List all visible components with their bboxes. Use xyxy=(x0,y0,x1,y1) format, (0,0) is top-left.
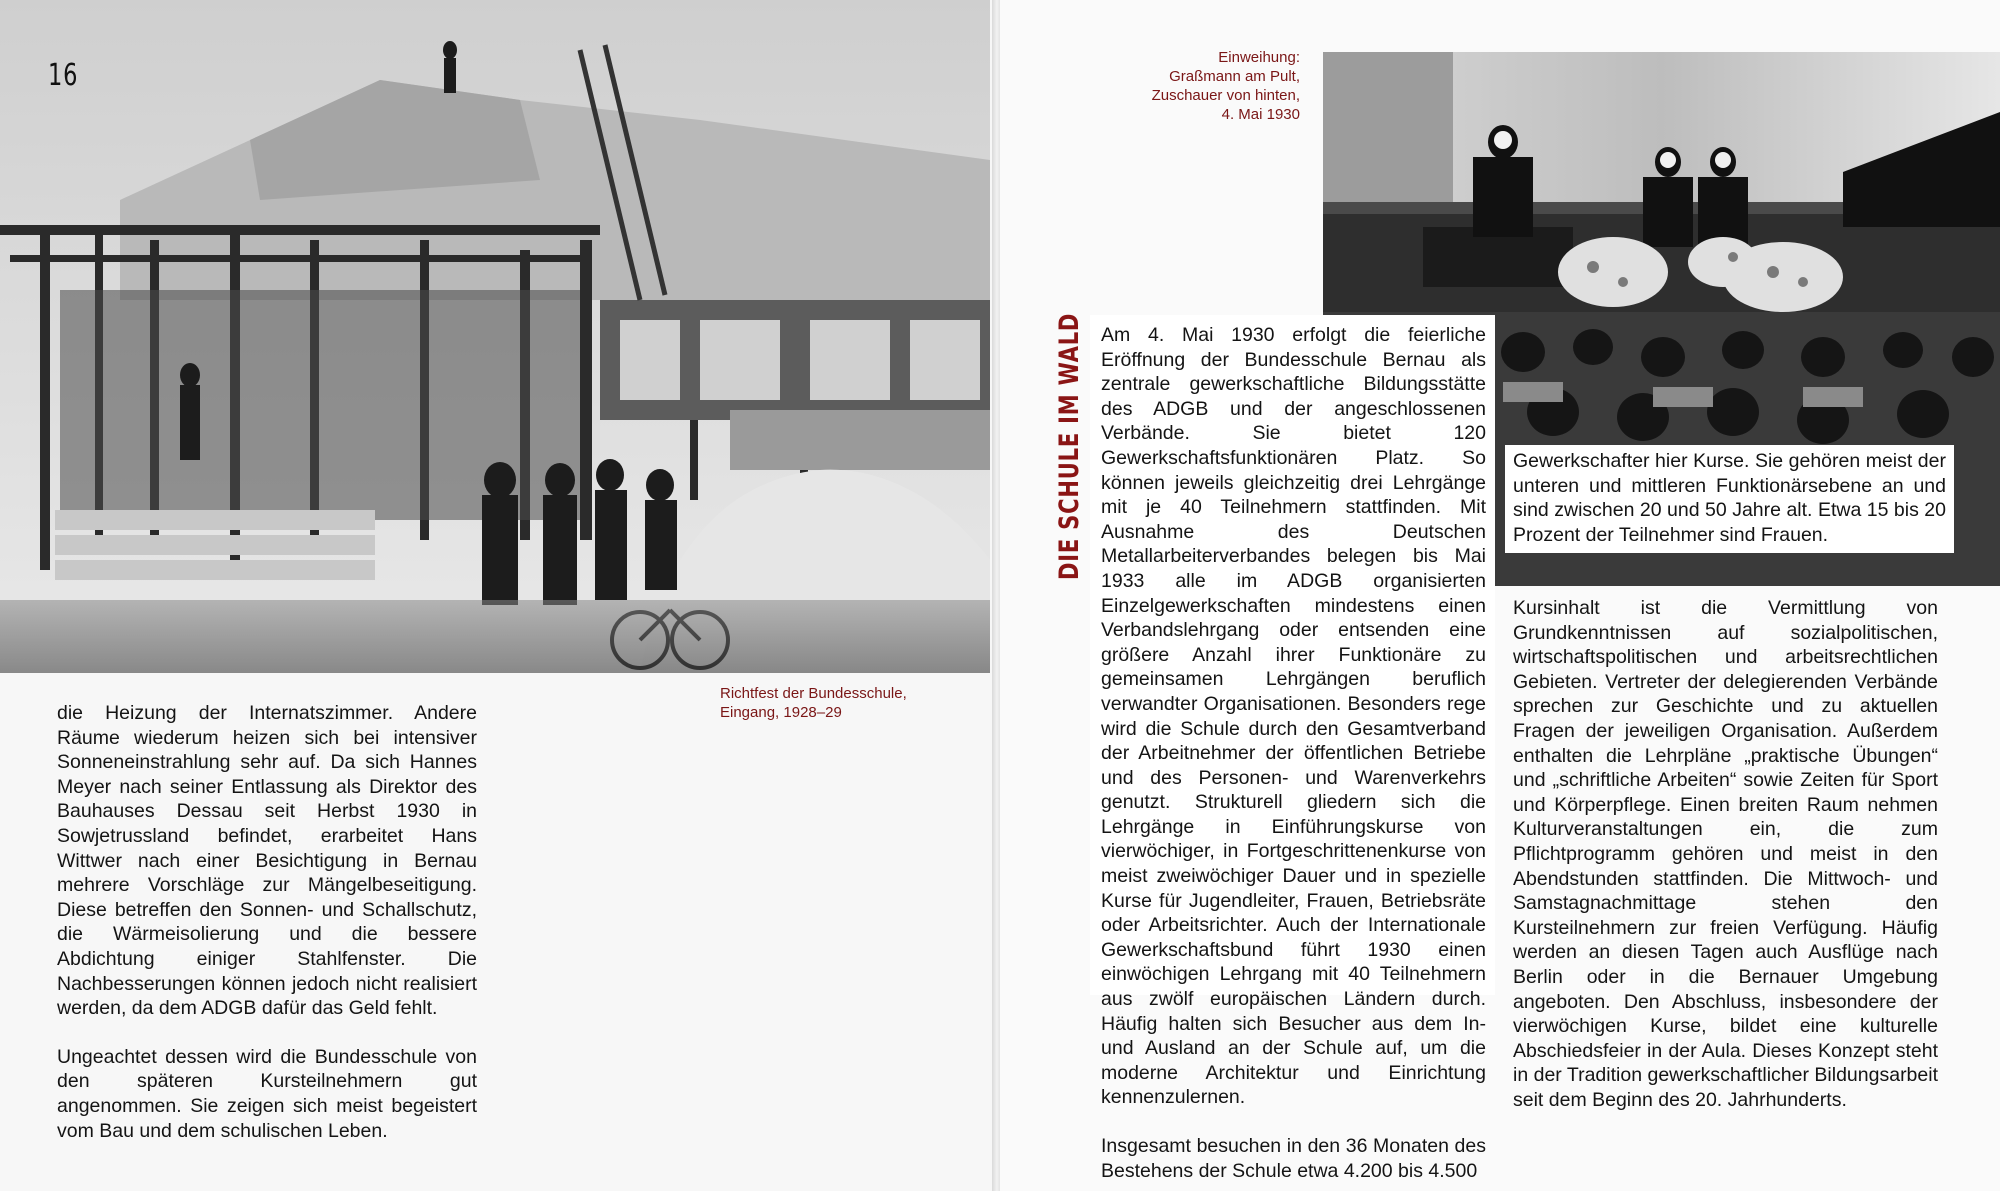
construction-photo xyxy=(0,0,990,673)
paragraph: Gewerkschafter hier Kurse. Sie gehören meist der unteren und mittleren Funktionärsebene an und sind zwischen 20 und 50 Jahre alt. Etwa 15 bis 20 Prozent der Teilnehmer sind Frauen. xyxy=(1513,450,1946,546)
middle-text-column xyxy=(1101,323,1486,1183)
page-number: 16 xyxy=(48,58,79,93)
caption-line: Richtfest der Bundesschule, xyxy=(720,685,907,702)
left-page xyxy=(0,0,992,1191)
caption-line: Zuschauer von hinten, xyxy=(1151,87,1300,104)
right-text-intro xyxy=(1505,445,1954,553)
caption-line: Einweihung: xyxy=(1218,49,1300,66)
paragraph: Kursinhalt ist die Vermittlung von Grundkenntnissen auf sozialpolitischen, wirtschaftspolitischen und arbeitsrechtlichen Gebieten. Vertreter der delegierenden Verbände sprechen zur Geschichte und zu aktuellen Fragen der jeweiligen Organisation. Außerdem enthalten die Lehrpläne „praktische Übungen“ und „schriftliche Arbeiten“ sowie Zeiten für Sport und Körperpflege. Einen breiten Raum nehmen Kulturveranstaltungen ein, die zum Pflichtprogramm gehören und meist in den Abendstunden stattfinden. Die Mittwoch- und Samstagnachmittage stehen den Kursteilnehmern zur freien Verfügung. Häufig werden an diesen Tagen auch Ausflüge nach Berlin oder in die Bernauer Umgebung angeboten. Den Abschluss, insbesondere der vierwöchigen Kurse, bildet eine kulturelle Abschiedsfeier in der Aula. Dieses Konzept steht in der Tradition gewerkschaftlicher Bildungsarbeit seit dem Beginn des 20. Jahrhunderts. xyxy=(1513,597,1938,1111)
inauguration-photo-caption xyxy=(1080,48,1300,124)
book-gutter xyxy=(992,0,1000,1191)
right-page xyxy=(1000,0,2000,1191)
paragraph: Ungeachtet dessen wird die Bundesschule von den späteren Kursteilnehmern gut angenommen. Sie zeigen sich meist begeistert vom Bau und dem schulischen Leben. xyxy=(57,1045,477,1142)
paragraph: die Heizung der Internatszimmer. Andere Räume wiederum heizen sich bei intensiver Sonneneinstrahlung sehr auf. Da sich Hannes Meyer nach seiner Entlassung als Direktor des Bauhauses Dessau seit Herbst 1930 in Sowjetrussland befindet, erarbeitet Hans Wittwer nach einer Besichtigung in Bernau mehrere Vorschläge zur Mängelbeseitigung. Diese betreffen den Sonnen- und Schallschutz, die Wärmeisolierung und die bessere Abdichtung einiger Stahlfenster. Die Nachbesserungen können jedoch nicht realisiert werden, da dem ADGB dafür das Geld fehlt. xyxy=(57,702,477,1020)
caption-line: Graßmann am Pult, xyxy=(1169,68,1300,85)
left-text-column xyxy=(57,701,477,1143)
caption-line: 4. Mai 1930 xyxy=(1221,106,1300,123)
caption-line: Eingang, 1928–29 xyxy=(720,704,842,721)
section-title: DIE SCHULE IM WALD xyxy=(1054,312,1085,580)
construction-photo-drawing xyxy=(0,0,990,673)
paragraph: Insgesamt besuchen in den 36 Monaten des Bestehens der Schule etwa 4.200 bis 4.500 xyxy=(1101,1135,1486,1182)
paragraph: Am 4. Mai 1930 erfolgt die feierliche Eröffnung der Bundesschule Bernau als zentrale gewerkschaftliche Bildungsstätte des ADGB und der angeschlossenen Verbände. Sie bietet 120 Gewerkschaftsfunktionären Platz. So können jeweils gleichzeitig drei Lehrgänge mit je 40 Teilnehmern stattfinden. Mit Ausnahme des Deutschen Metallarbeiterverbandes belegen bis Mai 1933 alle im ADGB organisierten Einzelgewerkschaften mindestens einen Verbandslehrgang oder entsenden eine größere Anzahl ihrer Funktionäre zu gemeinsamen Lehrgängen beruflich verwandter Organisationen. Besonders rege wird die Schule durch den Gesamtverband der Arbeitnehmer der öffentlichen Betriebe und des Personen- und Warenverkehrs genutzt. Strukturell gliedern sich die Lehrgänge in Einführungskurse von vierwöchiger, in Fortgeschrittenenkurse von meist zweiwöchiger Dauer und in spezielle Kurse für Jugendleiter, Frauen, Betriebsräte oder Arbeitsrichter. Auch der Internationale Gewerkschaftsbund führt 1930 einen einwöchigen Lehrgang mit 40 Teilnehmern aus zwölf europäischen Ländern durch. Häufig halten sich Besucher aus dem In- und Ausland an der Schule auf, um die moderne Architektur und Einrichtung kennenzulernen. xyxy=(1101,324,1486,1109)
right-text-column xyxy=(1513,596,1938,1112)
construction-photo-caption xyxy=(720,684,960,722)
